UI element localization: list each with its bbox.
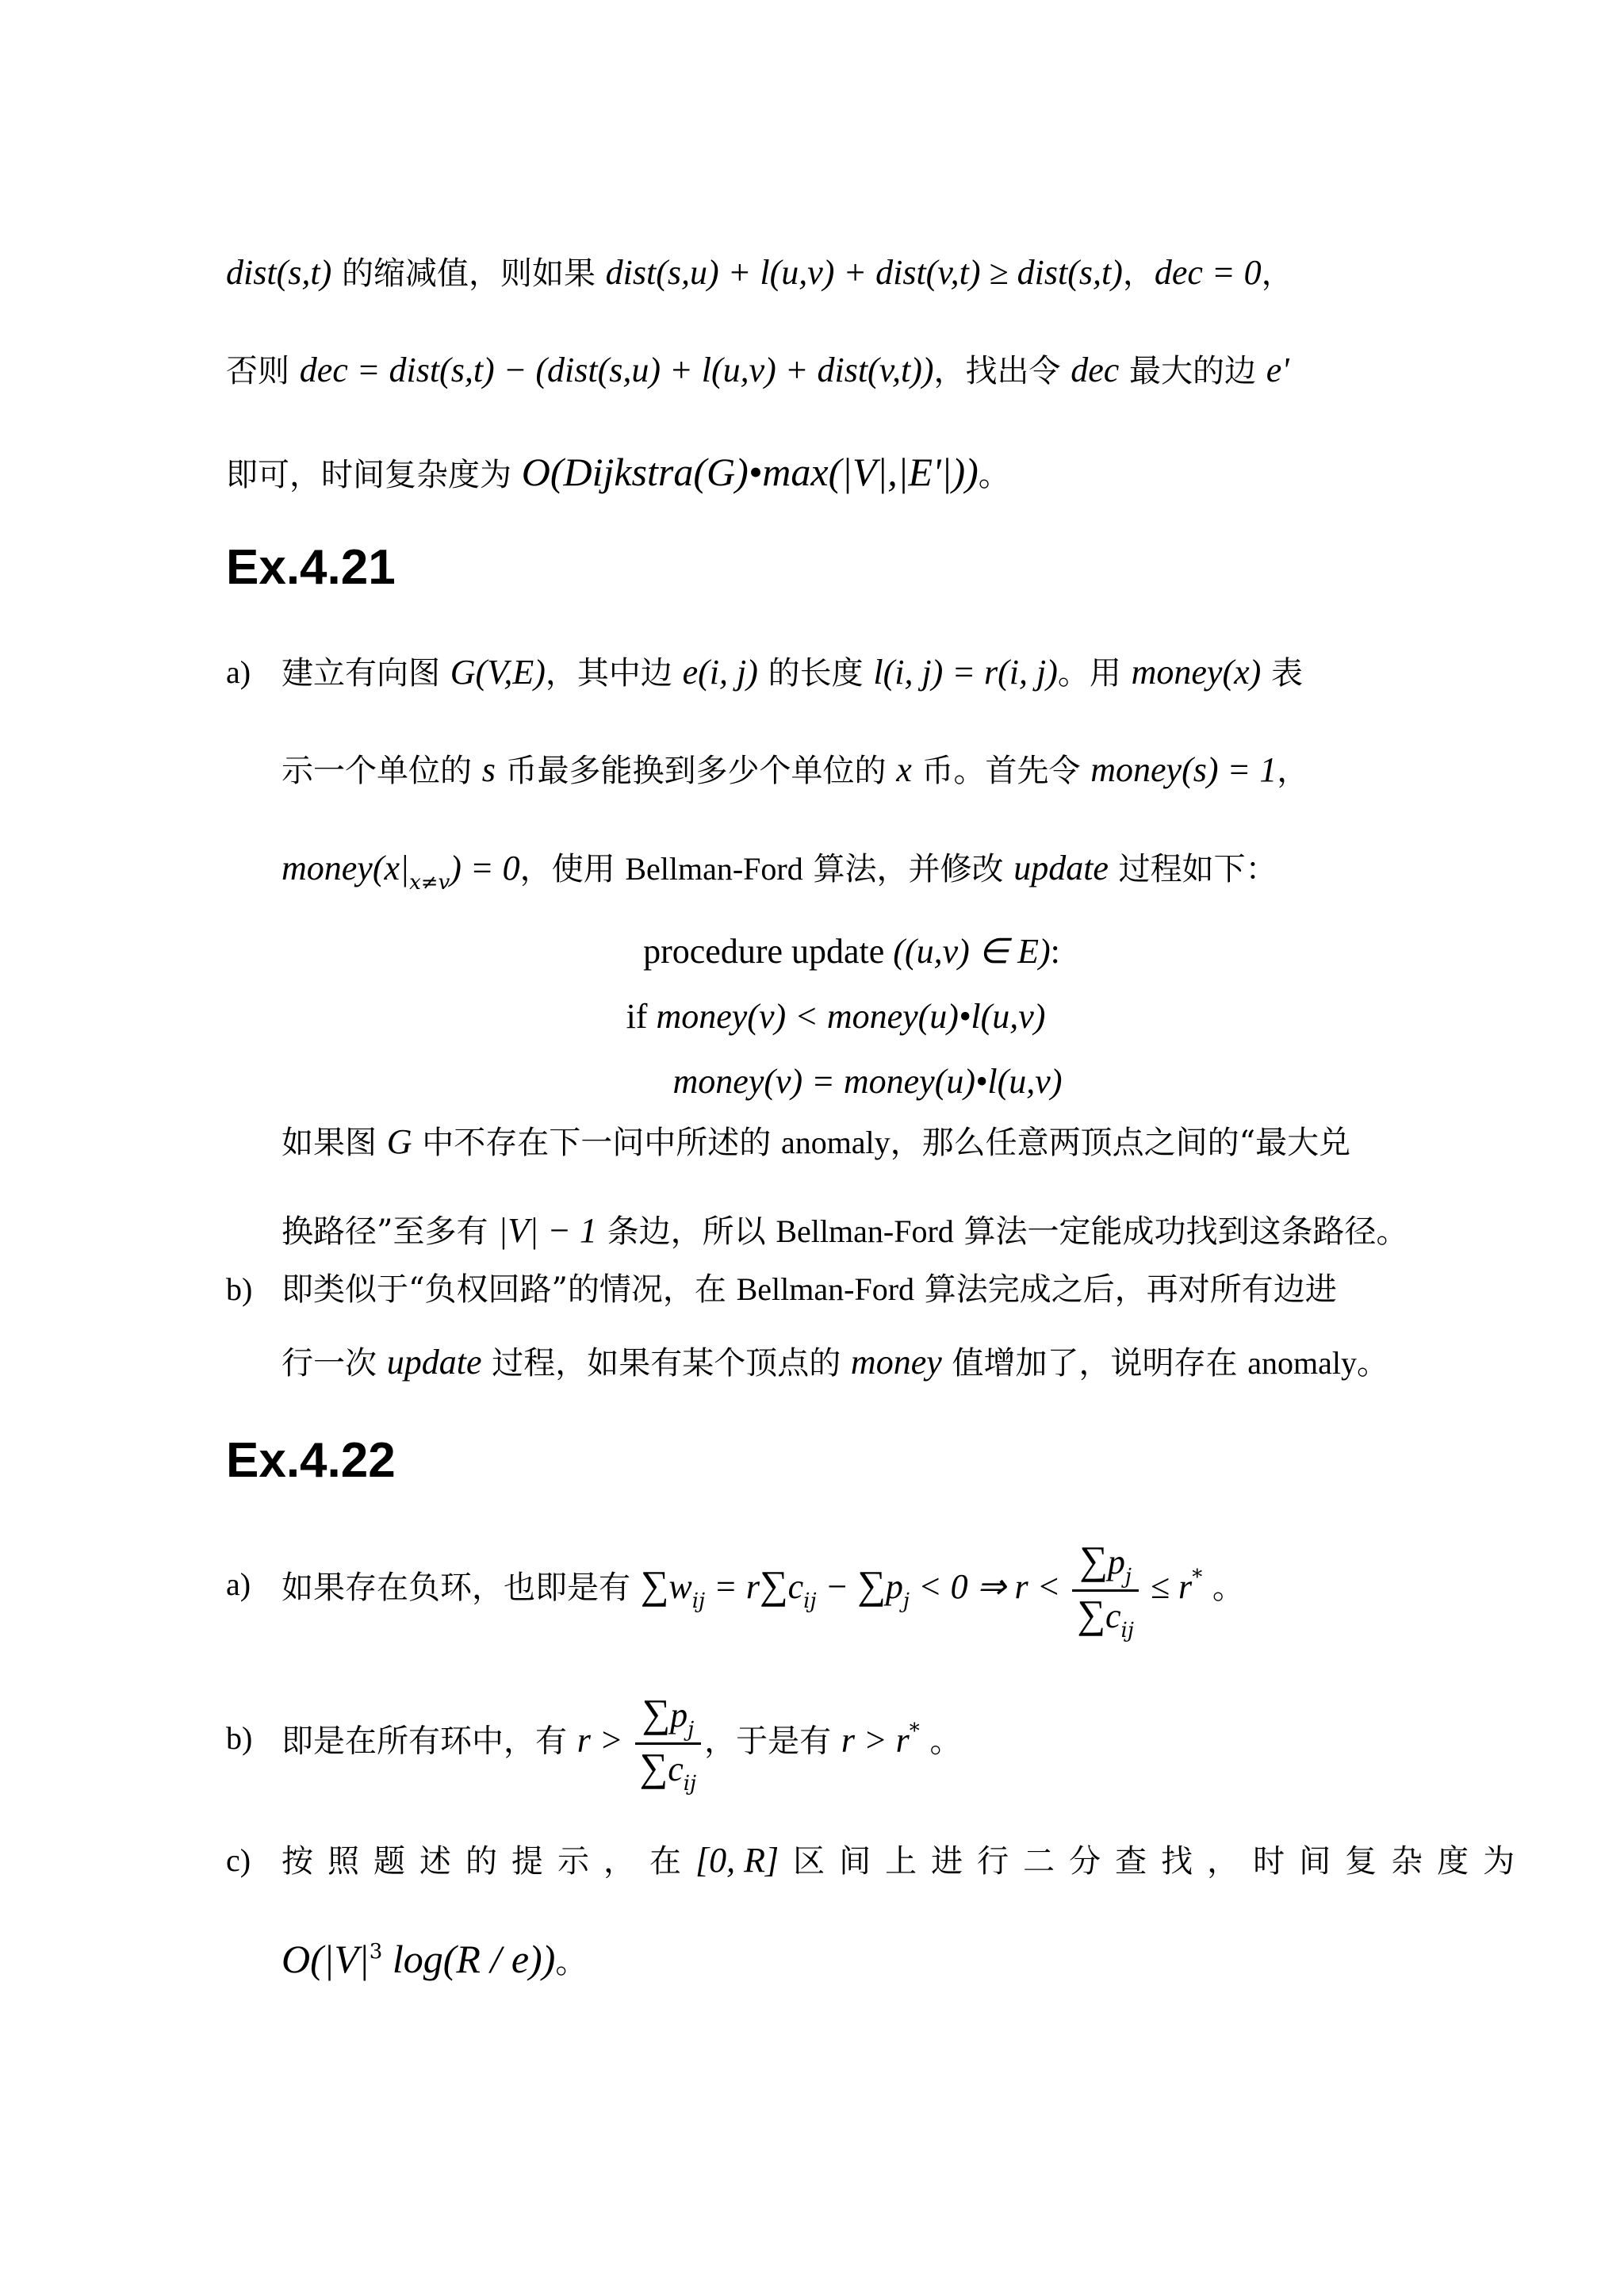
math-expr: dec — [1071, 351, 1120, 389]
math-expr: money(v) < money(u)•l(u,v) — [656, 997, 1046, 1036]
math-subscript: ij — [691, 1589, 706, 1613]
math-expr: e' — [1266, 351, 1289, 389]
text-segment: 值增加了，说明存在 — [941, 1345, 1248, 1382]
math-var: c — [668, 1750, 684, 1788]
math-subscript: ij — [683, 1772, 697, 1796]
fraction-denominator — [1072, 1592, 1139, 1643]
item-label-a: a) — [226, 654, 251, 690]
math-expr: money — [850, 1343, 942, 1382]
text-segment: ， — [1261, 255, 1293, 292]
text-segment: 。 — [1202, 1570, 1244, 1606]
math-expr: = r — [705, 1567, 760, 1606]
paragraph-line-2 — [226, 347, 1398, 395]
math-expr: x — [896, 750, 912, 789]
text-segment: 。 — [919, 1723, 962, 1760]
text-segment: ，使用 — [519, 851, 626, 887]
text-segment: 算法一定能成功找到这条路径。 — [953, 1213, 1408, 1250]
text-segment: 即类似于“负权回路”的情况，在 — [282, 1271, 737, 1308]
ex421-a-line-4 — [282, 1118, 1398, 1167]
math-expr: |V| − 1 — [498, 1211, 597, 1250]
math-expr: dist(s,u) + l(u,v) + dist(v,t) ≥ dist(s,t) — [605, 253, 1123, 292]
math-superscript: * — [1192, 1566, 1203, 1589]
latin-text: Bellman-Ford — [625, 851, 803, 887]
text-segment: 算法完成之后，再对所有边进 — [914, 1271, 1337, 1308]
math-expr: dist(s,t) — [226, 253, 332, 292]
text-segment: 。 — [555, 1944, 588, 1980]
ex421-a-line-1 — [282, 649, 1398, 697]
text-segment: 条边，所以 — [596, 1213, 776, 1250]
text-segment: 行一次 — [282, 1345, 387, 1382]
text-segment: ，找出令 — [933, 353, 1071, 389]
math-expr: update — [1013, 849, 1109, 887]
latin-text: anomaly — [1247, 1345, 1357, 1381]
fraction — [635, 1691, 702, 1796]
code-keyword: if — [626, 997, 657, 1036]
text-segment: 示一个单位的 — [282, 753, 482, 789]
text-segment: 如果图 — [282, 1125, 387, 1161]
math-expr: G(V,E) — [450, 653, 546, 692]
ex421-a-line-5 — [282, 1207, 1408, 1255]
math-expr: ) = 0 — [450, 849, 520, 887]
text-segment: ， — [1122, 255, 1155, 292]
ex422-c-line-2 — [282, 1935, 1398, 1990]
item-label-b: b) — [226, 1271, 253, 1307]
math-expr: money(v) = money(u)•l(u,v) — [672, 1062, 1063, 1101]
sum-symbol: ∑ — [857, 1562, 886, 1607]
math-expr: s — [481, 750, 496, 789]
math-expr: O(Dijkstra(G)•max(|V|,|E'|)) — [521, 450, 979, 494]
code-line-2 — [0, 993, 1624, 1041]
latin-text: Bellman-Ford — [776, 1213, 954, 1249]
text-segment: ，其中边 — [545, 655, 683, 692]
text-segment: ， — [1277, 753, 1309, 789]
text-segment: 最大的边 — [1119, 353, 1266, 389]
math-subscript: ij — [803, 1589, 817, 1613]
math-expr: [0, R] — [695, 1841, 779, 1880]
section-heading-ex-4-22: Ex.4.22 — [226, 1433, 396, 1488]
math-expr: < 0 ⇒ r < — [909, 1567, 1070, 1606]
math-expr: r > — [576, 1720, 632, 1760]
math-superscript: * — [909, 1719, 920, 1743]
ex422-a-line-1 — [282, 1537, 1398, 1643]
math-var: p — [1107, 1542, 1125, 1581]
math-expr: O(|V| — [282, 1937, 370, 1981]
math-expr: dec = dist(s,t) − (dist(s,u) + l(u,v) + dist(v,t)) — [299, 351, 934, 389]
math-expr: money(x) — [1131, 653, 1262, 692]
math-expr: ≤ r — [1141, 1567, 1193, 1606]
math-expr: update — [386, 1343, 482, 1382]
code-line-3 — [0, 1058, 1624, 1106]
math-expr: l(i, j) = r(i, j) — [873, 653, 1058, 692]
math-expr: r > r — [841, 1720, 910, 1760]
text-segment: 币。首先令 — [911, 753, 1091, 789]
latin-text: anomaly — [780, 1125, 891, 1160]
math-superscript: 3 — [369, 1940, 383, 1964]
math-subscript: j — [1124, 1564, 1132, 1589]
fraction-numerator — [1072, 1538, 1139, 1592]
math-subscript: j — [688, 1718, 695, 1742]
math-var: p — [885, 1567, 903, 1606]
text-segment: 即可，时间复杂度为 — [226, 457, 522, 493]
text-segment: 。 — [978, 457, 1010, 493]
text-segment: 币最多能换到多少个单位的 — [495, 753, 897, 789]
sum-symbol: ∑ — [1077, 1591, 1105, 1636]
text-segment: 如果存在负环，也即是有 — [282, 1570, 641, 1606]
math-var: c — [787, 1567, 804, 1606]
ex421-a-line-2 — [282, 746, 1398, 795]
code-keyword: procedure update — [643, 932, 894, 971]
math-expr: e(i, j) — [682, 653, 758, 692]
text-segment: 按照题述的提示，在 — [282, 1843, 695, 1880]
math-expr: ((u,v) ∈ E) — [893, 932, 1051, 971]
math-expr: money(s) = 1 — [1090, 750, 1277, 789]
ex421-b-line-2 — [282, 1339, 1398, 1387]
ex421-a-line-3 — [282, 845, 1398, 897]
text-segment: 表 — [1261, 655, 1303, 692]
math-subscript: x≠v — [409, 871, 450, 895]
section-heading-ex-4-21: Ex.4.21 — [226, 540, 396, 595]
latin-text: Bellman-Ford — [736, 1271, 915, 1307]
text-segment: 算法，并修改 — [802, 851, 1014, 887]
text-segment: 即是在所有环中，有 — [282, 1723, 577, 1760]
math-var: c — [1105, 1596, 1121, 1635]
sum-symbol: ∑ — [639, 1745, 668, 1789]
text-segment: 建立有向图 — [282, 655, 450, 692]
paragraph-line-1 — [226, 249, 1398, 297]
math-var: p — [670, 1696, 688, 1734]
text-segment: 的缩减值，则如果 — [331, 255, 606, 292]
math-expr: money(x| — [282, 849, 410, 887]
math-var: w — [668, 1567, 692, 1606]
paragraph-line-3 — [226, 448, 1398, 499]
code-line-1 — [0, 928, 1624, 976]
text-segment: ，那么任意两顶点之间的“最大兑 — [890, 1125, 1351, 1161]
item-label-b: b) — [226, 1720, 253, 1756]
sum-symbol: ∑ — [642, 1691, 671, 1735]
fraction-denominator — [635, 1745, 702, 1796]
fraction-numerator — [635, 1691, 702, 1745]
text-segment: 区间上进行二分查找，时间复杂度为 — [793, 1843, 1530, 1880]
math-expr: log(R / e)) — [382, 1937, 556, 1981]
ex422-c-line-1 — [282, 1837, 1530, 1885]
math-subscript: j — [902, 1589, 910, 1613]
math-subscript: ij — [1120, 1618, 1134, 1642]
sum-symbol: ∑ — [1079, 1537, 1108, 1582]
text-segment: 。用 — [1057, 655, 1132, 692]
math-expr: dec = 0 — [1154, 253, 1262, 292]
text-segment: 过程如下： — [1108, 851, 1277, 887]
text-segment: 。 — [1356, 1345, 1388, 1382]
code-text: : — [1050, 932, 1060, 971]
sum-symbol: ∑ — [759, 1562, 788, 1607]
ex422-b-line-1 — [282, 1691, 1398, 1796]
text-segment: 过程，如果有某个顶点的 — [481, 1345, 851, 1382]
ex421-b-line-1 — [282, 1266, 1398, 1313]
text-segment: 的长度 — [757, 655, 874, 692]
text-segment: 否则 — [226, 353, 300, 389]
fraction — [1072, 1538, 1139, 1643]
math-expr: − — [816, 1567, 858, 1606]
text-segment: ，于是有 — [704, 1723, 841, 1760]
text-segment: 中不存在下一问中所述的 — [412, 1125, 781, 1161]
item-label-a: a) — [226, 1566, 251, 1602]
math-expr: G — [386, 1122, 412, 1161]
sum-symbol: ∑ — [640, 1562, 669, 1607]
text-segment: 换路径”至多有 — [282, 1213, 499, 1250]
item-label-c: c) — [226, 1842, 251, 1878]
